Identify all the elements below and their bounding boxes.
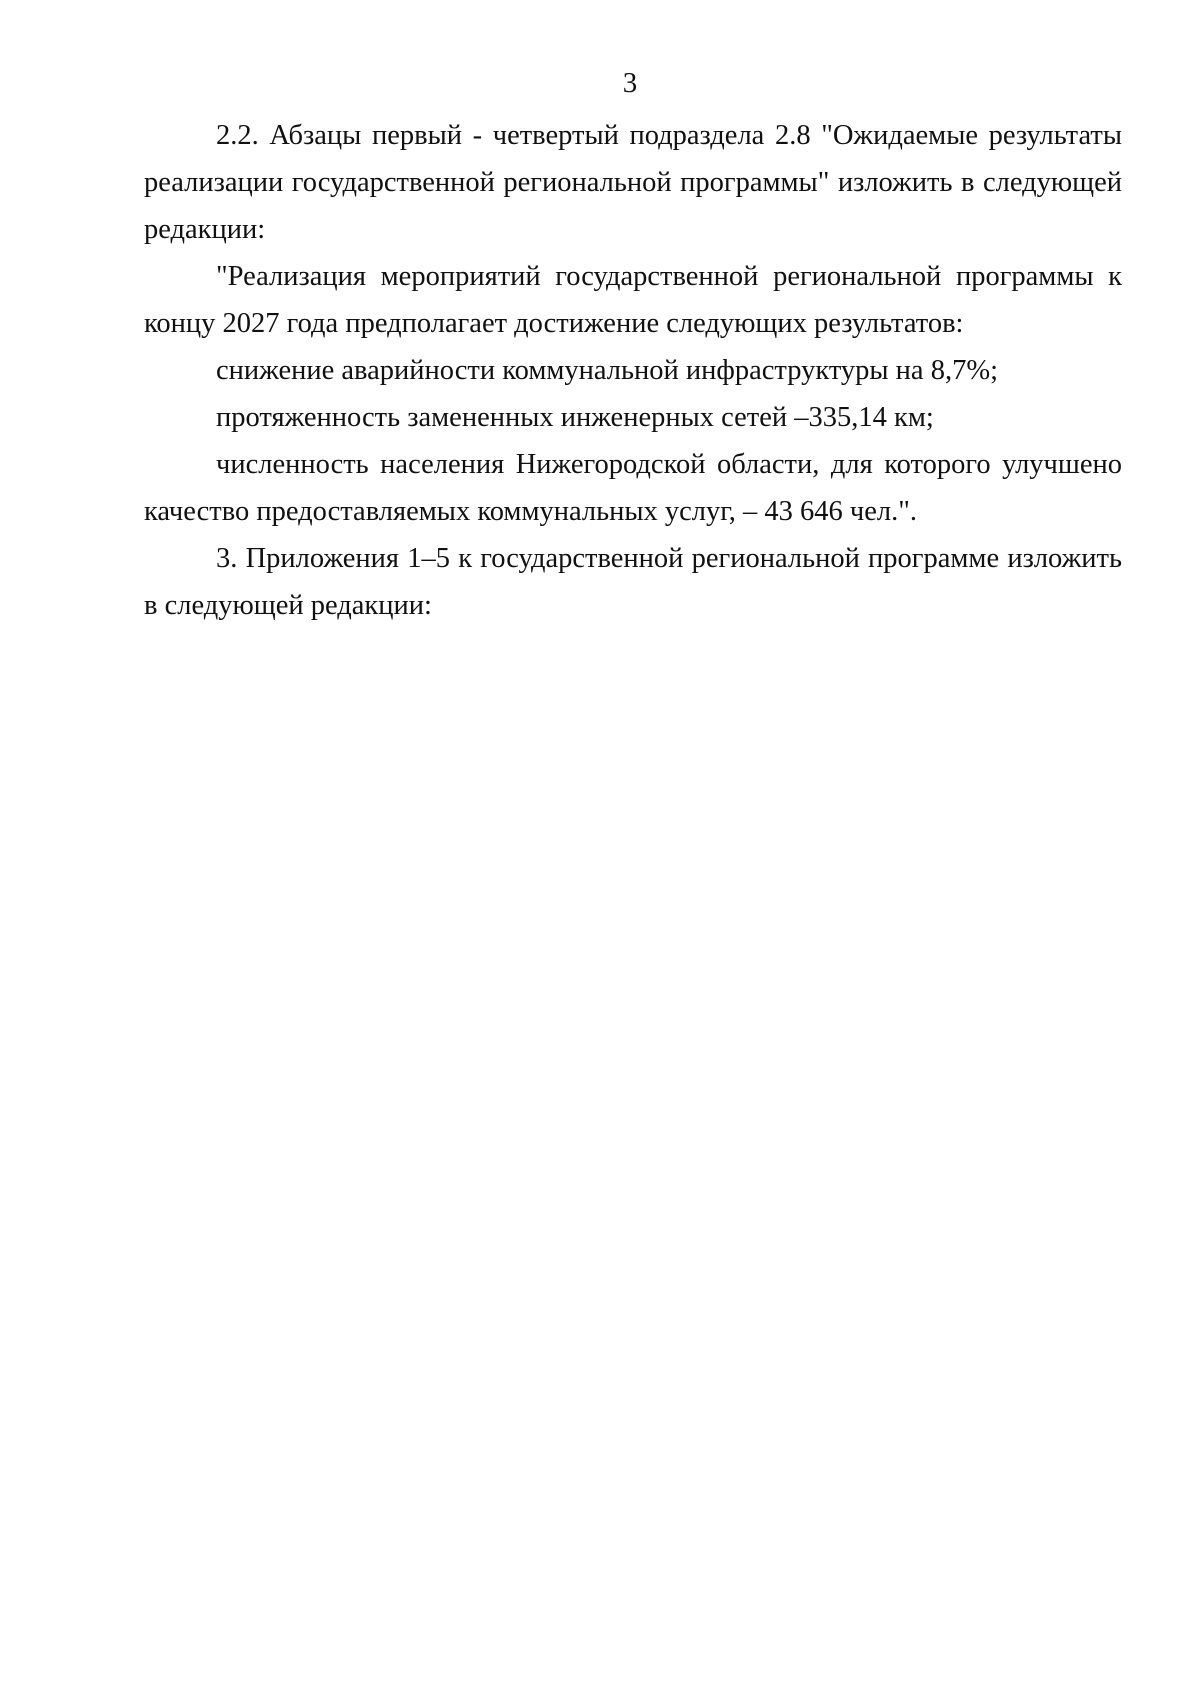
paragraph-3: 3. Приложения 1–5 к государственной региональной программе изложить в следующей редакции: bbox=[144, 543, 1122, 621]
page-number: 3 bbox=[622, 67, 638, 99]
paragraph-2-2: 2.2. Абзацы первый - четвертый подраздела 2.8 "Ожидаемые результаты реализации государственной региональной программы" изложить в следующей редакции: bbox=[144, 120, 1122, 245]
paragraph-quote-intro: "Реализация мероприятий государственной региональной программы к концу 2027 года предполагает достижение следующих результатов: bbox=[144, 261, 1122, 339]
paragraph-result-networks: протяженность замененных инженерных сетей –335,14 км; bbox=[216, 402, 934, 433]
paragraph-result-accidents: снижение аварийности коммунальной инфраструктуры на 8,7%; bbox=[216, 355, 998, 386]
paragraph-result-population: численность населения Нижегородской области, для которого улучшено качество предоставляемых коммунальных услуг, – 43 646 чел.". bbox=[144, 449, 1122, 527]
document-body bbox=[144, 112, 1122, 629]
